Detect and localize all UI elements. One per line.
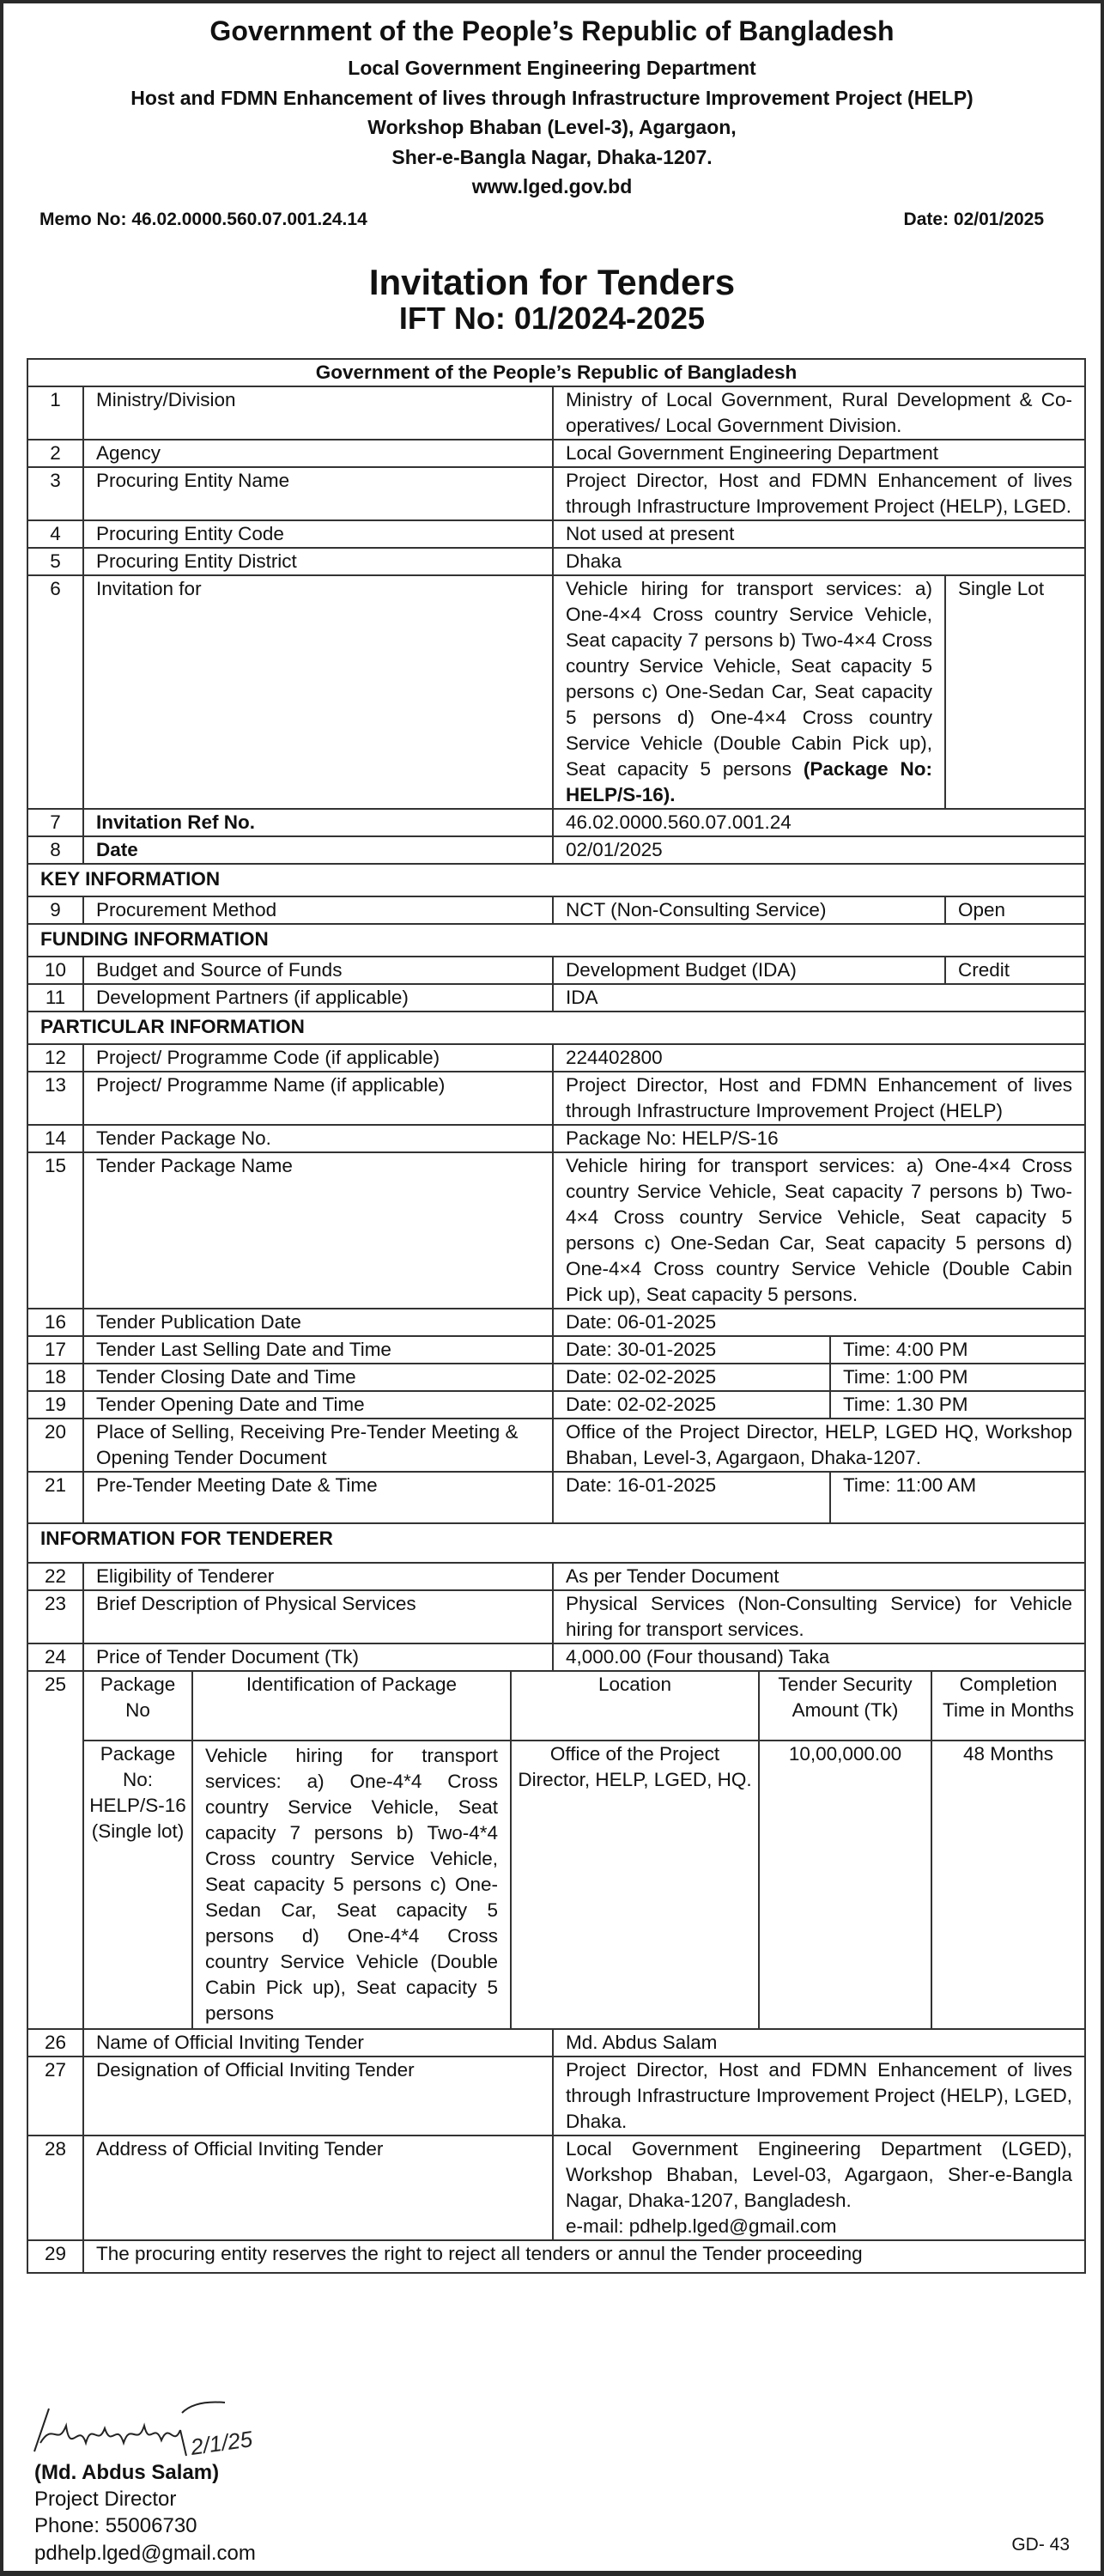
row-label: Designation of Official Inviting Tender: [83, 2057, 553, 2136]
table-row: [27, 1563, 1085, 1590]
completion-time: 48 Months: [931, 1741, 1084, 2028]
row-value: [553, 1309, 1085, 1336]
package-identification: Vehicle hiring for transport services: a) One-4*4 Cross country Service Vehicle, Seat capacity 7 persons b) Two-4*4 Cross country Service Vehicle, Seat capacity 5 persons c) One-Sedan Car, Seat capacity 5 persons d) One-4*4 Cross country Service Vehicle (Double Cabin Pick up), Seat capacity 5 persons: [192, 1741, 511, 2028]
row-label: Project/ Programme Code (if applicable): [83, 1044, 553, 1072]
row-value-text: Local Government Engineering Department (LGED), Workshop Bhaban, Level-03, Agargaon, Sher-e-Bangla Nagar, Dhaka-1207, Bangladesh.: [566, 2138, 1073, 2211]
row-value: [553, 1125, 1085, 1152]
row-number: 3: [27, 467, 83, 520]
row-value: [553, 386, 1085, 440]
row-number: 21: [27, 1472, 83, 1523]
table-row: [27, 1590, 1085, 1643]
row-number: 27: [27, 2057, 83, 2136]
row-number: 23: [27, 1590, 83, 1643]
row-label: Invitation Ref No.: [83, 809, 553, 836]
row-date-value: Date: 16-01-2025: [553, 1472, 830, 1523]
row-value-text: Md. Abdus Salam: [566, 2032, 718, 2053]
row-number: 20: [27, 1419, 83, 1472]
row-value-text: Dhaka: [566, 550, 622, 572]
row-number: 8: [27, 836, 83, 864]
row-value: [553, 440, 1085, 467]
table-row: [27, 386, 1085, 440]
row-number: 10: [27, 957, 83, 984]
row-label: Tender Package Name: [83, 1152, 553, 1309]
package-table: [84, 1672, 1084, 2028]
row-number: 26: [27, 2029, 83, 2057]
table-row: [27, 2029, 1085, 2057]
row-time-value: Time: 1:00 PM: [830, 1364, 1085, 1391]
row-label: Tender Last Selling Date and Time: [83, 1336, 553, 1364]
row-label: Invitation for: [83, 575, 553, 809]
tender-table: [27, 358, 1086, 2274]
table-row: [27, 440, 1085, 467]
row-number: 5: [27, 548, 83, 575]
row-time-value: Time: 1.30 PM: [830, 1391, 1085, 1419]
form-code: GD- 43: [1011, 2535, 1070, 2555]
table-top-heading-row: [27, 359, 1085, 386]
signatory-designation: Project Director: [34, 2488, 177, 2511]
row-number: 18: [27, 1364, 83, 1391]
row-value-text: Ministry of Local Government, Rural Development & Co-operatives/ Local Government Division.: [566, 389, 1073, 436]
ift-number: IFT No: 01/2024-2025: [398, 301, 706, 336]
row-number: 22: [27, 1563, 83, 1590]
row-value-text: 02/01/2025: [566, 839, 663, 860]
row-value: [553, 1044, 1085, 1072]
row-label: Project/ Programme Name (if applicable): [83, 1072, 553, 1125]
row-extra-value: Single Lot: [945, 575, 1085, 809]
row-number: 12: [27, 1044, 83, 1072]
row-extra-value: Open: [945, 896, 1085, 924]
row-label: Budget and Source of Funds: [83, 957, 553, 984]
row-value: [553, 984, 1085, 1012]
row-time-value: Time: 11:00 AM: [830, 1472, 1085, 1523]
package-column-header: Package No: [84, 1672, 192, 1741]
address-line-2: Sher-e-Bangla Nagar, Dhaka-1207.: [391, 146, 713, 168]
row-value: [553, 1419, 1085, 1472]
table-row: [27, 1472, 1085, 1523]
row-number: 15: [27, 1152, 83, 1309]
government-heading: Government of the People’s Republic of Bangladesh: [209, 15, 895, 46]
section-heading: KEY INFORMATION: [27, 864, 1085, 896]
table-top-heading: Government of the People’s Republic of Bangladesh: [27, 359, 1085, 386]
row-value-text: Office of the Project Director, HELP, LGED HQ, Workshop Bhaban, Level-3, Agargaon, Dhaka-1207.: [566, 1421, 1073, 1468]
row-date-value: Date: 02-02-2025: [553, 1364, 830, 1391]
row-value-text: NCT (Non-Consulting Service): [566, 899, 827, 920]
package-location: Office of the Project Director, HELP, LGED, HQ.: [511, 1741, 759, 2028]
row-full-text: The procuring entity reserves the right to reject all tenders or annul the Tender proceeding: [83, 2240, 1085, 2273]
row-value-text: Project Director, Host and FDMN Enhancement of lives through Infrastructure Improvement Project (HELP), LGED, Dhaka.: [566, 2059, 1073, 2132]
table-row: [27, 1643, 1085, 1671]
row-number: 29: [27, 2240, 83, 2273]
row-value-text: Date: 06-01-2025: [566, 1311, 717, 1333]
table-row: [27, 1309, 1085, 1336]
row-label: Address of Official Inviting Tender: [83, 2136, 553, 2240]
row-label: Procuring Entity Name: [83, 467, 553, 520]
row-value-text: Vehicle hiring for transport services: a) One-4×4 Cross country Service Vehicle, Seat capacity 7 persons b) Two-4×4 Cross country Service Vehicle, Seat capacity 5 persons c) One-Sedan Car, Seat capacity 5 persons d) One-4×4 Cross country Service Vehicle (Double Cabin Pick up), Seat capacity 5 persons: [566, 578, 932, 780]
row-label: Tender Closing Date and Time: [83, 1364, 553, 1391]
row-number: 16: [27, 1309, 83, 1336]
row-value: [553, 2136, 1085, 2240]
table-row: [27, 520, 1085, 548]
row-number: 24: [27, 1643, 83, 1671]
signature-date: 2/1/25: [189, 2426, 254, 2460]
table-row: [27, 836, 1085, 864]
row-label: Eligibility of Tenderer: [83, 1563, 553, 1590]
table-row: [27, 1671, 1085, 2029]
project-name: Host and FDMN Enhancement of lives through Infrastructure Improvement Project (HELP): [130, 87, 974, 109]
address-line-1: Workshop Bhaban (Level-3), Agargaon,: [367, 116, 737, 138]
package-row: [84, 1741, 1084, 2028]
row-label: Tender Package No.: [83, 1125, 553, 1152]
signatory-name: (Md. Abdus Salam): [34, 2461, 220, 2484]
row-label: Agency: [83, 440, 553, 467]
package-column-header: Completion Time in Months: [931, 1672, 1084, 1741]
table-row: [27, 896, 1085, 924]
row-number: 13: [27, 1072, 83, 1125]
row-number: 6: [27, 575, 83, 809]
row-value-text: 46.02.0000.560.07.001.24: [566, 811, 792, 833]
table-row: [27, 548, 1085, 575]
table-row: [27, 957, 1085, 984]
row-date-value: Date: 30-01-2025: [553, 1336, 830, 1364]
row-value-text: Development Budget (IDA): [566, 959, 797, 981]
row-value: [553, 1590, 1085, 1643]
memo-date: Date: 02/01/2025: [903, 210, 1044, 229]
row-value-text: Package No: HELP/S-16: [566, 1127, 779, 1149]
row-value: [553, 957, 945, 984]
table-row: [27, 1152, 1085, 1309]
table-row: [27, 2240, 1085, 2273]
row-label: Tender Publication Date: [83, 1309, 553, 1336]
row-number: 7: [27, 809, 83, 836]
row-label: Procurement Method: [83, 896, 553, 924]
row-label: Tender Opening Date and Time: [83, 1391, 553, 1419]
row-value: [553, 1152, 1085, 1309]
row-value-text: IDA: [566, 987, 598, 1008]
row-value: [553, 1072, 1085, 1125]
row-value-text: 4,000.00 (Four thousand) Taka: [566, 1646, 830, 1668]
row-label: Place of Selling, Receiving Pre-Tender Meeting & Opening Tender Document: [83, 1419, 553, 1472]
row-value: [553, 467, 1085, 520]
row-label: Brief Description of Physical Services: [83, 1590, 553, 1643]
row-number: 11: [27, 984, 83, 1012]
package-column-header: Identification of Package: [192, 1672, 511, 1741]
row-label: Pre-Tender Meeting Date & Time: [83, 1472, 553, 1523]
row-label: Development Partners (if applicable): [83, 984, 553, 1012]
row-value-text: As per Tender Document: [566, 1565, 779, 1587]
section-row: [27, 924, 1085, 957]
row-date-value: Date: 02-02-2025: [553, 1391, 830, 1419]
row-value-text: 224402800: [566, 1047, 663, 1068]
row-value-text: Local Government Engineering Department: [566, 442, 938, 464]
signatory-phone: Phone: 55006730: [34, 2514, 197, 2537]
row-label: Date: [83, 836, 553, 864]
package-number-bold: (Package No: HELP/S-16).: [566, 758, 932, 805]
package-header-row: [84, 1672, 1084, 1741]
row-value: [553, 2057, 1085, 2136]
package-number: Package No: HELP/S-16 (Single lot): [84, 1741, 192, 2028]
package-column-header: Location: [511, 1672, 759, 1741]
table-row: [27, 984, 1085, 1012]
package-column-header: Tender Security Amount (Tk): [759, 1672, 931, 1741]
table-row: [27, 1125, 1085, 1152]
row-value: [553, 896, 945, 924]
row-number: 4: [27, 520, 83, 548]
website: www.lged.gov.bd: [471, 175, 633, 197]
section-heading: PARTICULAR INFORMATION: [27, 1012, 1085, 1044]
row-time-value: Time: 4:00 PM: [830, 1336, 1085, 1364]
row-label: Ministry/Division: [83, 386, 553, 440]
row-value-text: Project Director, Host and FDMN Enhancement of lives through Infrastructure Improvement Project (HELP), LGED.: [566, 470, 1073, 517]
department-name: Local Government Engineering Department: [348, 57, 756, 79]
row-label: Name of Official Inviting Tender: [83, 2029, 553, 2057]
row-extra-value: Credit: [945, 957, 1085, 984]
table-row: [27, 1419, 1085, 1472]
row-value: [553, 1563, 1085, 1590]
row-value: [553, 548, 1085, 575]
signatory-email[interactable]: pdhelp.lged@gmail.com: [34, 2542, 256, 2565]
row-number: 2: [27, 440, 83, 467]
row-number: 17: [27, 1336, 83, 1364]
document-title: Invitation for Tenders: [368, 262, 736, 302]
table-row: [27, 1044, 1085, 1072]
row-value-text: Project Director, Host and FDMN Enhancement of lives through Infrastructure Improvement Project (HELP): [566, 1074, 1073, 1121]
row-email[interactable]: e-mail: pdhelp.lged@gmail.com: [566, 2215, 837, 2237]
row-value: [553, 1643, 1085, 1671]
table-row: [27, 2057, 1085, 2136]
memo-number: Memo No: 46.02.0000.560.07.001.24.14: [39, 210, 367, 229]
row-number: 1: [27, 386, 83, 440]
table-row: [27, 2136, 1085, 2240]
section-heading: INFORMATION FOR TENDERER: [27, 1523, 1085, 1563]
row-label: Procuring Entity District: [83, 548, 553, 575]
row-number: 19: [27, 1391, 83, 1419]
row-value: [553, 575, 945, 809]
row-value: [553, 809, 1085, 836]
section-row: [27, 864, 1085, 896]
table-row: [27, 1364, 1085, 1391]
row-label: Procuring Entity Code: [83, 520, 553, 548]
section-row: [27, 1012, 1085, 1044]
table-row: [27, 575, 1085, 809]
row-value-text: Physical Services (Non-Consulting Service) for Vehicle hiring for transport services.: [566, 1593, 1073, 1640]
row-number: 28: [27, 2136, 83, 2240]
section-row: [27, 1523, 1085, 1563]
row-value: [553, 836, 1085, 864]
section-heading: FUNDING INFORMATION: [27, 924, 1085, 957]
table-row: [27, 467, 1085, 520]
row-number: 25: [27, 1671, 83, 2029]
row-value-text: Vehicle hiring for transport services: a) One-4×4 Cross country Service Vehicle, Seat capacity 7 persons b) Two-4×4 Cross country Service Vehicle, Seat capacity 5 persons c) One-Sedan Car, Seat capacity 5 persons d) One-4×4 Cross country Service Vehicle (Double Cabin Pick up), Seat capacity 5 persons.: [566, 1155, 1073, 1305]
table-row: [27, 1391, 1085, 1419]
package-table-cell: [83, 1671, 1085, 2029]
row-value: [553, 2029, 1085, 2057]
row-number: 14: [27, 1125, 83, 1152]
row-label: Price of Tender Document (Tk): [83, 1643, 553, 1671]
row-value: [553, 520, 1085, 548]
table-row: [27, 1336, 1085, 1364]
table-row: [27, 1072, 1085, 1125]
row-value-text: Not used at present: [566, 523, 735, 544]
tender-security-amount: 10,00,000.00: [759, 1741, 931, 2028]
row-number: 9: [27, 896, 83, 924]
table-row: [27, 809, 1085, 836]
